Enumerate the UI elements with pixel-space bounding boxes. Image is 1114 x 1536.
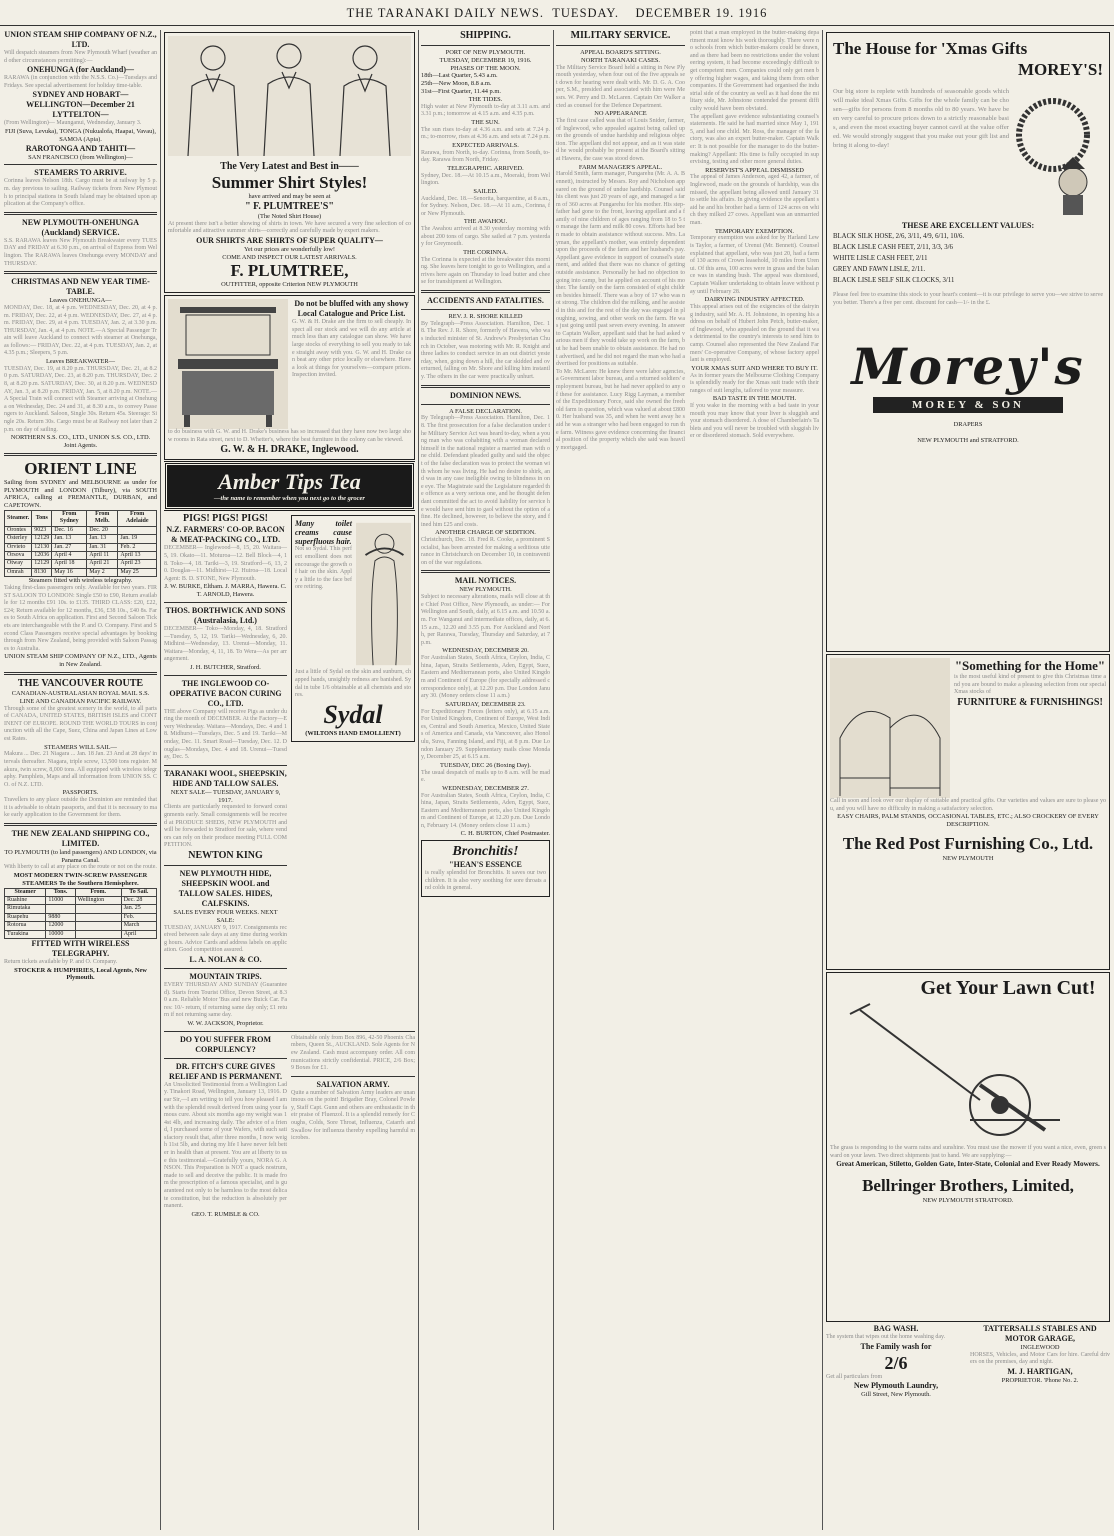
nz-sailings-table (4, 888, 157, 939)
laundry-address: Gill Street, New Plymouth. (861, 1391, 931, 1399)
shirt-sub: have arrived and may be seen at (248, 193, 331, 200)
ussco-line: SAN FRANCISCO (from Wellington)— (28, 153, 133, 161)
table-header: Steamer (5, 888, 46, 896)
filler-text: The Awahou arrived at 8.30 yesterday morning with about 200 tons of cargo. She sailed at 7 p.m. yesterday for Greymouth. (421, 226, 550, 248)
day: TUESDAY. (552, 6, 619, 20)
table-cell: 9880 (46, 913, 75, 921)
filler-text: Just a little of Sydal on the skin and sunburn, chapped hands, unsightly redness are banished. Sydal in tube 1/6 obtainable at all chemists and stores. (295, 669, 411, 699)
value-item: GREY AND FAWN LISLE, 2/11. (833, 266, 926, 273)
filler-text: (From Wellington)— Maunganui, Wednesday, January 3. (4, 120, 142, 127)
plumtree-name: F. PLUMTREE, (230, 261, 349, 281)
table-cell: 12130 (32, 543, 52, 551)
table-header: From Sydney (52, 510, 87, 526)
bag-wash: BAG WASH. (873, 1324, 919, 1333)
filler-text: Through some of the greatest scenery in the world, to all parts of CANADA, UNITED STATES, BRITISH ISLES and CONTINENT OF EUROPE. ROUND THE WORLD TOURS in conjunction with all the Cape, Suez, China and Japan Lines at Lowest Rates. (4, 705, 157, 742)
table-header: Tons. (46, 888, 75, 896)
filler-text: MONDAY, Dec. 18, at 4 p.m. WEDNESDAY, Dec. 20, at 4 p.m. FRIDAY, Dec. 22, at 4 p.m. WEDNESDAY, Dec. 27, at 4 p.m. FRIDAY, Dec. 29, at 4 p.m. TUESDAY, Jan. 2, at 3.30 p.m. THURSDAY, Jan. 4, at 4 p.m. NOTE.—A Special Passenger Train will leave Auckland to connect with steamer at Onehunga, as follows:— FRIDAY, Dec. 22, at 4 p.m. TUESDAY, Jan. 2, at 4.35 p.m.; Sleepers, 5 p.m. (4, 304, 157, 357)
wicker-chairs-illustration (830, 658, 950, 798)
appeal-heading: APPEAL BOARD'S SITTING. (580, 49, 661, 56)
nz-twin-screw: MOST MODERN TWIN-SCREW PASSENGER STEAMERS To the Southern Hemisphere. (13, 872, 148, 887)
wash-price: 2/6 (884, 1352, 908, 1373)
date: DECEMBER 19. 1916 (635, 6, 768, 20)
table-cell (75, 913, 121, 921)
filler-text: To Mr. McLaren: He knew there were labor agencies, a Government labor bureau, and a returned soldiers' employment bureau, but he had never applied to any of these for assistance. Lucy Rigg Layman, a member of the Expeditionary Force, said she owned the freehold farm in question, which was valued at about £8000. Her husband was 35, and when he went away he said he was a stranger who had been engaged to run the farm. Witness gave evidence concerning the financial position of the property which she said was heavily mortgaged. (556, 368, 685, 451)
table-row (5, 930, 157, 938)
taranaki-wool-title: TARANAKI WOOL, SHEEPSKIN, HIDE AND TALLOW SALES. (164, 768, 287, 788)
plumtree-ad (164, 32, 415, 293)
ussco-line: LYTTELTON— (52, 110, 109, 120)
table-cell: Dec. 16 (52, 526, 87, 534)
postmaster: C. H. BURTON, Chief Postmaster. (460, 830, 550, 838)
mail-day: TUESDAY, DEC 26 (Boxing Day). (440, 761, 531, 769)
sales-every: SALES EVERY FOUR WEEKS. NEXT SALE: (173, 909, 278, 924)
table-header: Steamer. (5, 510, 32, 526)
filler-text: Will despatch steamers from New Plymouth Wharf (weather and other circumstances permitting):— (4, 50, 157, 64)
filler-text: The usual despatch of mails up to 8 a.m. will be made. (421, 769, 550, 784)
table-row (5, 922, 157, 930)
table-cell: Osterley (5, 535, 32, 543)
ussco-title: UNION STEAM SHIP COMPANY OF N.Z., LTD. (4, 30, 157, 49)
jackson-proprietor: W. W. JACKSON, Proprietor. (187, 1019, 264, 1027)
reservist-heading: RESERVIST'S APPEAL DISMISSED (705, 166, 804, 174)
port-heading: PORT OF NEW PLYMOUTH. (445, 49, 526, 56)
filler-text: Subject to necessary alterations, mails will close at the Chief Post Office, New Plymouth, as under:— For Wellington and South, daily, at 6.15 a.m. and 10.50 a.m. For Wanganui and intermediate offices, daily, at 6.15 a.m., 12.20 and 3.55 p.m. For Auckland and North, per Rarawa, Tuesday, Thursday and Saturday, at 7 p.m. (421, 594, 550, 646)
table-cell: April 18 (52, 560, 87, 568)
shirt-title-2: Summer Shirt Styles! (211, 173, 368, 192)
filler-text: Harold Smith, farm manager, Pungarehu (Mr. A. A. Bennett), instructed by Messrs. Roy and Nicholson appeared on the ground of undue hardship. Counsel said his client was just 20 years of age, and managed a farm of 360 acres at Pungarehu for his mother. His step-father had gone to the front, leaving appellant and a family of nine children of ages ranging from 18 to 5 to manage the farm and milk 80 cows. Efforts had been made to obtain assistance without success. Mrs. Layman, the appellant's mother, was entirely dependent upon the proceeds of the farm and her husband's pay. Appellant gave evidence in support of counsel's statement, and added that there was no chance of getting outside assistance. Personally he had no objection to going into camp, but he applied on account of his mother. The family on the farm consisted of eight children besides himself. There was a boy of 17 who was not strong. The children did the milking, and he assisted in this and for the rest of the day was engaged in ploughing, sowing, and other work on the farm. He was just going until past seven every evening. In answer to Captain Walker, appellant said that he had asked various men if they would take up work on the farm, but he had been unable to obtain assistance. He had not advertised, and he did not regard the man who had advertised for positions as suitable. (556, 171, 685, 368)
column-right-ads (826, 30, 1110, 1530)
awahou-heading: THE AWAHOU. (463, 218, 508, 226)
hartigan-prop: PROPRIETOR. 'Phone No. 2. (1001, 1376, 1079, 1384)
moon-line: 31st—First Quarter, 11.44 p.m. (421, 87, 501, 95)
filler-text: An Unsolicited Testimonial from a Wellington Lady. Tinakori Road, Wellington, January 13, 1916. Dear Sir,—I am writing to tell you how pleased I am with the splendid result derived from using your famous cure. About six months ago my weight was 14st 4lb, and increasing daily. The advice of a friend, I purchased some of your Wafers, with such satisfactory result that, after three months, I now weigh 11st 5lb, and during my life I have never felt better in health than at present. You are at liberty to use this testimonial.—Gratefully yours, NORA G. ANSON. This Preparation is NOT a quack nostrum, made to sell and deceive the public. It is made from the prescription of a famous specialist, and is guaranteed not only to be harmless to the most delicate constitution, but the reduction is absolutely permanent. (164, 1081, 287, 1210)
tattersalls: TATTERSALLS STABLES AND MOTOR GARAGE, (983, 1324, 1097, 1343)
paper-name: THE TARANAKI DAILY NEWS. (346, 6, 545, 20)
mail-city: NEW PLYMOUTH. (459, 586, 512, 594)
easy-chairs: EASY CHAIRS, PALM STANDS, OCCASIONAL TABLES, ETC.; ALSO CROCKERY OF EVERY DESCRIPTION. (837, 813, 1099, 828)
table-cell: Rimutaka (5, 905, 46, 913)
filler-text: Quite a number of Salvation Army leaders are unanimous on the point! Brigadier Bray, Colonel Powley, Staff Capt. Gunn and others are enthusiastic in their praise of Fluenzol. It is a splendid remedy for Coughs, Colds, Sore Throat, Influenza, Catarrh and Swallow for influenza thereby expelling harmful microbes. (291, 1089, 415, 1142)
dairying-heading: DAIRYING INDUSTRY AFFECTED. (704, 296, 805, 304)
table-cell: 9023 (32, 526, 52, 534)
sedition-heading: ANOTHER CHARGE OF SEDITION. (435, 529, 536, 537)
column-rule (822, 30, 823, 1530)
table-cell: Feb. (121, 913, 156, 921)
orient-sub: Sailing from SYDNEY and MELBOURNE as under for PLYMOUTH and LONDON (Tilbury), via SOUTH AFRICA, calling at FREMANTLE, DURBAN, and CAPETOWN. (4, 478, 157, 510)
filler-text: Temporary exemption was asked for by Harland Lewis Taylor, a farmer, of Urenui (Mr. Bennett). Counsel explained that appellant, who was just 20, had a farm of 130 acres of Crown leasehold, 10 miles from Urenui. Of this area, 100 acres were in grass and the balance was in standing bush. The appeal was dismissed, Captain Walker undertaking to obtain leave without pay until February 28. (690, 235, 819, 295)
filler-text: HORSES, Vehicles, and Motor Cars for hire. Careful drivers on the premises, day and night. (970, 1351, 1110, 1366)
nz-shipping-sub: TO PLYMOUTH (to land passengers) AND LONDON, via Panama Canal. (4, 848, 157, 864)
filler-text: The appeal of James Anderson, aged 42, a farmer, of Inglewood, made on the grounds of hardship, was dismissed, the appellant being allowed until January 31 to settle his affairs. In giving evidence the appellant said he and his brother had a farm of 124 acres on which they milked 27 cows. Appellant was an unmarried man. (690, 174, 819, 227)
table-cell: May 2 (87, 568, 118, 576)
table-cell: Jan. 13 (87, 535, 118, 543)
shirt-quality: OUR SHIRTS ARE SHIRTS OF SUPER QUALITY— (196, 235, 383, 245)
table-cell: 12000 (46, 922, 75, 930)
rev-heading: REV. J. R. SHORE KILLED (448, 313, 523, 321)
column-military-service (556, 30, 819, 1530)
morey-logo: Morey's (851, 337, 1085, 397)
sydal-hook: Many toilet creams cause superfluous hair. (295, 519, 352, 547)
filler-text: High water at New Plymouth to-day at 3.11 a.m. and 3.31 p.m.; tomorrow at 4.15 a.m. and 4.35 p.m. (421, 103, 550, 118)
filler-text: DECEMBER— Toko—Monday, 4, 18. Stratford—Tuesday, 5, 12, 19. Tariki—Wednesday, 6, 20. Midhirst—Wednesday, 13. Urenui—Monday, 11. Waitara—Monday, 4, 11, 18. To Wera—As per arrangement. (164, 625, 287, 663)
military-heading: MILITARY SERVICE. (570, 30, 671, 41)
laundry-name: New Plymouth Laundry, (853, 1381, 939, 1391)
table-header: From Adelaide (118, 510, 157, 526)
passports: PASSPORTS. (62, 789, 99, 797)
leaves-breakwater: Leaves BREAKWATER— (45, 358, 116, 366)
filler-text: The appellant gave evidence substantiating counsel's statements. He said he had married since May 1, 1915, and had one child. Mr. Ross, the manager of the factory, was also an expert butter-maker. Captain Walker: It is not possible for the manager to do the butter-making? Appellant: His time is fully occupied in supervising, testing and other more general duties. (690, 113, 819, 166)
three-men-shirts-illustration (168, 36, 411, 156)
filler-text: Obtainable only from Box 896, 42-50 Phoenix Chambers, Queen St., AUCKLAND. Sole Agents for New Zealand. Cash must accompany order. All communications strictly confidential. PRICE, 2/6 Box; 9 Boxes for £1. (291, 1034, 415, 1072)
table-cell: 12129 (32, 560, 52, 568)
telegraphic-heading: TELEGRAPHIC. ARRIVED. (447, 164, 524, 172)
filler-text: Get all particulars from (826, 1373, 883, 1380)
table-cell: 12129 (32, 535, 52, 543)
moon-line: 25th—New Moon, 8.8 a.m. (421, 80, 492, 88)
filler-text: Travellers to any place outside the Dominion are reminded that it is advisable to obtain passports, and that it is necessary to make early application to the Government for them. (4, 797, 157, 819)
filler-text: For Australian States, South Africa, Ceylon, India, China, Japan, Straits Settlements, Aden, Egypt, Suez, Eastern and Mediterranean ports, also United Kingdom and Continent of Europe, at 12.20 p.m. Due London, February 14. (Money orders close 11 a.m.) (421, 792, 550, 829)
red-post-headline: "Something for the Home" (954, 658, 1106, 673)
sydal-sub: (WILTONS HAND EMOLLIENT) (305, 729, 401, 737)
tides-heading: THE TIDES. (468, 95, 503, 103)
value-item: BLACK LISLE CASH FEET, 2/11, 3/3, 3/6 (833, 244, 953, 251)
table-cell: Orvieto (5, 543, 32, 551)
corpulency-heading: DO YOU SUFFER FROM CORPULENCY? (179, 1034, 272, 1054)
table-cell: Ruapehu (5, 913, 46, 921)
filler-text: THE above Company will receive Pigs as under during the month of DECEMBER. At the Factory—Every Wednesday. Waitara—Mondays, Dec. 4 and 18. Midhurst—Tuesdays, Dec. 5 and 19. Tariki—Monday, Dec. 11. Smart Road—Tuesday, Dec. 12. Douglas—Mondays, Dec. 4 and 18. Urenui—Tuesday, Dec. 5. (164, 708, 287, 761)
mountain-trips: MOUNTAIN TRIPS. (189, 971, 262, 981)
column-display-ads (164, 30, 415, 1530)
orient-line-title: ORIENT LINE (24, 458, 137, 478)
table-cell: Feb. 2 (118, 543, 157, 551)
false-dec-heading: A FALSE DECLARATION. (449, 407, 522, 415)
column-rule (418, 30, 419, 1530)
filler-text: Return tickets available by P. and O. Company. (4, 959, 118, 966)
bellringer-name: Bellringer Brothers, Limited, (862, 1176, 1074, 1196)
filler-text: The system that wipes out the home washing day. (826, 1334, 946, 1340)
joint-agents: NORTHERN S.S. CO., LTD., UNION S.S. CO., LTD. Joint Agents. (10, 434, 151, 449)
filler-text: TUESDAY, JANUARY 9, 1917. Consignments received between sale days at any time during working hours. Advice Cards and address labels on application. Good competition assured. (164, 924, 287, 954)
table-row (5, 560, 157, 568)
filler-text: If you wake in the morning with a bad taste in your mouth you may know that your liver is sluggish and your stomach disordered. A dose of Chamberlain's Tablets and you will never be troubled with sluggish liver or disordered stomach. Sold everywhere. (690, 403, 819, 440)
ussco-line: RAROTONGA AND TAHITI— (25, 143, 136, 153)
hartigan-name: M. J. HARTIGAN, (1007, 1366, 1073, 1376)
table-row (5, 552, 157, 560)
red-post-name: The Red Post Furnishing Co., Ltd. (842, 833, 1094, 853)
lawnmower-illustration (830, 1000, 1100, 1140)
salvation-army: SALVATION ARMY. (316, 1079, 390, 1089)
north-heading: NORTH TARANAKI CASES. (580, 56, 661, 64)
table-header: From Melb. (87, 510, 118, 526)
red-post-town: NEW PLYMOUTH (942, 854, 994, 862)
bellringer-ad (826, 972, 1110, 1322)
inglewood-bacon-title: THE INGLEWOOD CO-OPERATIVE BACON CURING CO., LTD. (169, 678, 282, 708)
nz-shipping-title: THE NEW ZEALAND SHIPPING CO., LIMITED. (11, 828, 150, 848)
orient-wireless: Steamers fitted with wireless telegraphy. (28, 577, 133, 585)
table-cell: April 4 (52, 552, 87, 560)
filler-text: to do business with G. W. and H. Drake's business has so increased that they have now two large show rooms in Rata street, next to D. Whetter's, where the best furniture in the colony can be viewed. (168, 429, 411, 443)
filler-text: Please feel free to examine this stock to your heart's content—it is our privilege to serve you—we strive to serve you better. There's a five per cent. discount for cash—1/- in the £. (833, 292, 1103, 306)
filler-text: DECEMBER— Inglewood—8, 15, 20. Waitara—5, 19. Okato—11. Moturoa—12. Bell Block—4, 18. Toko—4, 18. Tariki—3, 19. Stratford—6, 13, 20. Douglas—11. Midhirst—12. Huiroa—18. Local Agent: B. D. STONE, New Plymouth. (164, 545, 287, 582)
table-cell (75, 922, 121, 930)
pigs-heading: PIGS! PIGS! PIGS! (182, 513, 268, 525)
moon-heading: PHASES OF THE MOON. (450, 64, 521, 72)
mail-heading: MAIL NOTICES. (454, 576, 517, 586)
borthwick-title: THOS. BORTHWICK AND SONS (Australasia, Ltd.) (165, 605, 286, 625)
table-cell: April 21 (87, 560, 118, 568)
filler-text: By Telegraph—Press Association. Hamilton, Dec. 18. The first prosecution for a false declaration under the Military Service Act was heard to-day, when a young man who was cohabiting with a woman declared himself in the national register a married man with one child. Defendant pleaded guilty and said the object of the false declaration was to protect the woman with whom he was living. He had no desire to shirk, and was in any case ineligible owing to blindness in one eye. The Magistrate said the Legislature regarded the offence as a very serious one, and he thought defendant committed the act to avoid liability for service he would have sent him to gaol without the option of a fine. He declined, however, to believe the story, and fined him £25 and costs. (421, 415, 550, 528)
next-sale: NEXT SALE— TUESDAY, JANUARY 9, 1917. (170, 788, 281, 804)
table-cell: Orsova (5, 552, 32, 560)
table-cell: Dec. 28 (121, 897, 156, 905)
filler-text: The sun rises to-day at 4.36 a.m. and sets at 7.24 p.m.; to-morrow, rises at 4.36 a.m. and sets at 7.24 p.m. (421, 126, 550, 141)
filler-text: Makura ... Dec. 21 Niagara ... Jan. 18 Jan. 23 And at 28 days' intervals thereafter. Niagara, triple screw, 13,500 tons register. Makura, twin screw, 8,000 tons. All equipped with wireless telegraphy. Pamphlets, Maps and all information from UNION SS. CO. of N.Z. LTD. (4, 751, 157, 788)
filler-text: TUESDAY, Dec. 19, at 8.20 p.m. THURSDAY, Dec. 21, at 8.20 p.m. SATURDAY, Dec. 23, at 8.20 p.m. THURSDAY, Dec. 28, at 8.20 p.m. SATURDAY, Dec. 30, at 8.20 p.m. WEDNESDAY, Jan. 3, at 8.20 p.m. FRIDAY, Jan. 5, at 8.20 p.m. NOTE.—A Special Train will connect with Steamer arriving at Onehunga on Wednesday, Dec. 24 and 31, at 8.30 a.m., to convey Passengers to Auckland. Saloon, Single 30s. Return 45s. Steerage: Single 20s. Return 30s. Cargo must be at Railway not later than 2 p.m. on day of sailing. (4, 365, 157, 433)
filler-text: is the most useful kind of present to give this Christmas time and you are bound to make a pleasing selection from our special Xmas stocks of (954, 674, 1106, 696)
filler-text: G. W. & H. Drake are the firm to sell cheaply. Inspect all our stock and we will do any article at much less than any catalogue can show. We have large stocks of everything to sell you ready to take straight away with you. G. W. and H. Drake can beat any other price locally or elsewhere. Have a look at things for yourselves—compare prices. Inspection invited. (292, 319, 411, 379)
filler-text: point that a man employed in the butter-making department must know his work thoroughly. There were no schools from which butter-makers could be drawn, and as there had been no restrictions under the volunteering system, it had become exceedingly difficult to get competent men. Companies could only get men by offering higher wages, and taking them from other companies. If the Government had organised the industrial side of the country as well as it had done the military side, Mr. Johnstone contended the present difficulty would have been obviated. (690, 30, 819, 112)
new-plymouth-service: NEW PLYMOUTH-ONEHUNGA (Auckland) SERVICE. (21, 217, 140, 237)
amber-tips-tea-banner (164, 462, 415, 510)
table-cell (118, 526, 157, 534)
table-row (5, 543, 157, 551)
table-cell: Jan. 31 (87, 543, 118, 551)
bronchitis-heading: Bronchitis! (452, 844, 519, 860)
port-date: TUESDAY, DECEMBER 19, 1916. (439, 56, 532, 64)
table-cell: Wellington (75, 897, 121, 905)
table-cell: Jan. 25 (121, 905, 156, 913)
column-rule (160, 30, 161, 1530)
ussco-line: FIJI (Suva, Levuka), TONGA (Nukualofa, Haapai, Vavau), SAMOA (Apia). (4, 127, 157, 143)
filler-text: RARAWA (in conjunction with the N.S.S. Co.)—Tuesdays and Fridays. See special advertisement for holiday time-table. (4, 75, 157, 89)
table-cell: April 13 (118, 552, 157, 560)
table-cell: 11000 (46, 897, 75, 905)
lawn-headline: Get Your Lawn Cut! (920, 977, 1096, 999)
mail-day: WEDNESDAY, DECEMBER 27. (442, 784, 529, 792)
values-heading: THESE ARE EXCELLENT VALUES: (901, 221, 1035, 230)
table-cell: Orontes (5, 526, 32, 534)
filler-text: Clients are particularly requested to forward consignments early. Small consignments will be received at PRODUCE SHEDS, NEW PLYMOUTH and will be forwarded to Stratford for sale, where vendors can rely on their produce meeting FULL COMPETITION. (164, 804, 287, 849)
table-cell: Jan. 13 (52, 535, 87, 543)
furnishings-heading: FURNITURE & FURNISHINGS! (957, 696, 1103, 708)
filler-text: Taking first-class passengers only. Available for two years. FIRST SALOON TO LONDON: Single £50 to £90, Return available for 12 months £91 10s. to £135. THIRD CLASS: £20, £22, £24; Return available for 12 months, £36, £38 10s., £40 8s. Fares to South Africa on application. First and Second Saloon Tickets are interchangeable with the P. and O. Company. First and Second Class Passengers receive special advantages by booking through from New Zealand, being provided with Saloon Passages to Australia. (4, 585, 157, 652)
table-row (5, 526, 157, 534)
family-wash: The Family wash for (860, 1341, 932, 1351)
filler-text: The first case called was that of Louis Snider, farmer, of Inglewood, who appealed against being called up on the grounds of undue hardship and religious objection. The appellant did not appear, and as it was stated he would probably be present at the Board's sitting at Hawera, the case was stood down. (556, 117, 685, 162)
ussco-line: ONEHUNGA (for Auckland)— (27, 65, 134, 75)
sydal-brand: Sydal (323, 699, 383, 729)
nz-farmers-title: N.Z. FARMERS' CO-OP. BACON & MEAT-PACKING CO., LTD. (166, 525, 285, 545)
tattersalls-town: INGLEWOOD (1020, 1344, 1060, 1351)
mail-day: SATURDAY, DECEMBER 23. (445, 700, 526, 708)
sideboard-illustration (168, 299, 288, 429)
table-row (5, 897, 157, 905)
table-row (5, 568, 157, 576)
amber-brand: Amber Tips Tea (218, 469, 361, 495)
table-cell: Dec. 20 (87, 526, 118, 534)
corinna-heading: THE CORINNA. (463, 248, 508, 256)
shirt-shop: " F. PLUMTREE'S" (245, 200, 334, 212)
xmas-timetable: CHRISTMAS AND NEW YEAR TIME-TABLE. (11, 277, 150, 297)
bellringer-towns: NEW PLYMOUTH STRATFORD. (922, 1197, 1014, 1205)
filler-text: At present there isn't a better showing of shirts in town. We have secured a very fine selection of comfortable and attractive summer shirts—correctly and carefully made by expert makers. (168, 220, 411, 235)
nz-agents: STOCKER & HUMPHRIES, Local Agents, New Plymouth. (14, 966, 147, 982)
drapers: DRAPERS (953, 421, 983, 429)
table-cell: Otway (5, 560, 32, 568)
table-cell: Ruahine (5, 897, 46, 905)
expected-heading: EXPECTED ARRIVALS. (452, 141, 519, 149)
table-cell: April 23 (118, 560, 157, 568)
filler-text: For Australian States, South Africa, Ceylon, India, China, Japan, Straits Settlements, Aden, Egypt, Suez, Eastern and Mediterranean ports, also United Kingdom and Continent of Europe (for specially addressed correspondence only), at 12.20 p.m. Due London January 30. (Money orders close 11 a.m.) (421, 655, 550, 700)
table-cell: Jan. 19 (118, 535, 157, 543)
filler-text: Call in soon and look over our display of suitable and practical gifts. Our varieties and values are sure to please you, and you will have no difficulty in making a satisfactory selection. (830, 798, 1106, 812)
shirt-price: Yet our prices are wonderfully low! (243, 245, 336, 253)
value-item: BLACK LISLE SELF SILK CLOCKS, 3/11 (833, 277, 955, 284)
amber-sub: —the name to remember when you next go to the grocer (214, 495, 365, 503)
filler-text: Our big store is replete with hundreds of seasonable goods which will make ideal Xmas Gifts. Gifts for the whole family can be chosen—gifts for persons from 8 months old to 80 years. We have been very careful to procure prices down to a strictly reasonable basis, and even the most exacting buyer cannot cavil at the value offered. We would strongly suggest that you make out your gift list and bring it along to-day! (833, 88, 1009, 149)
filler-text: The Military Service Board held a sitting in New Plymouth yesterday, when four out of the five appeals set down for hearing were dealt with. Mr. D. G. A. Cooper, S.M., presided and associated with him were Messrs. W. Perry and D. McLaren. Captain Orr Walker acted as counsel for the Defence Department. (556, 64, 685, 109)
filler-text: S.S. RARAWA leaves New Plymouth Breakwater every TUESDAY and FRIDAY at 6.30 p.m., on arrival of Express from Wellington. The RARAWA leaves Onehunga every MONDAY and THURSDAY. (4, 237, 157, 267)
table-cell: 10000 (46, 930, 75, 938)
morey-towns: NEW PLYMOUTH and STRATFORD. (917, 436, 1019, 444)
filler-text: The grass is responding to the warm rains and sunshine. You must use the mower if you want a nice, even, green sward on your lawn. Two direct shipments just to hand. We are supplying:— (830, 1145, 1106, 1159)
morey-name: MOREY'S! (1018, 60, 1103, 79)
filler-text: Rarawa, from North, to-day. Corinna, from South, to-day. Rarawa from North, Friday. (421, 149, 550, 164)
leaves-onehunga: Leaves ONEHUNGA— (49, 297, 112, 305)
vancouver-sub: CANADIAN-AUSTRALASIAN ROYAL MAIL S.S. LINE AND CANADIAN PACIFIC RAILWAY. (11, 689, 150, 705)
table-cell: Rotorua (5, 922, 46, 930)
table-row (5, 905, 157, 913)
table-cell: Turakina (5, 930, 46, 938)
column-shipping-ads (4, 30, 157, 1530)
accidents-heading: ACCIDENTS AND FATALITIES. (427, 296, 544, 306)
sun-heading: THE SUN. (471, 118, 500, 126)
filler-text: EVERY THURSDAY AND SUNDAY (Guaranteed). Starts from Tourist Office, Devon Street, at 8.30 a.m. Reliable Motor 'Bus and new Buick Car. Fares: 10/- return, if returning same day only; £1 return if not returning same day. (164, 981, 287, 1019)
filler-text: As in former years the Melbourne Clothing Company is splendidly ready for the Xmas suit trade with their ranges of suit lengths, tailored to your measure. (690, 372, 819, 394)
table-cell: 8130 (32, 568, 52, 576)
table-cell: April (121, 930, 156, 938)
hide-sales-title: NEW PLYMOUTH HIDE, SHEEPSKIN WOOL and TALLOW SALES. HIDES, CALFSKINS. (178, 869, 273, 908)
temp-heading: TEMPORARY EXEMPTION. (715, 227, 794, 235)
column-rule (553, 30, 554, 1530)
table-cell (75, 905, 121, 913)
newton-king: NEWTON KING (188, 850, 263, 861)
table-cell: April 11 (87, 552, 118, 560)
orient-agents: UNION STEAM SHIP COMPANY OF N.Z., LTD., Agents in New Zealand. (4, 653, 157, 669)
filler-text: Not so Sydal. This perfect emollient does not encourage the growth of hair on the skin. Apply a little to the face before retiring. (295, 546, 352, 591)
nolan-name: L. A. NOLAN & CO. (189, 954, 262, 964)
ussco-line: SYDNEY AND HOBART— WELLINGTON—December 21 (26, 90, 135, 110)
rumble-name: GEO. T. RUMBLE & CO. (191, 1210, 260, 1218)
morey-ad (826, 32, 1110, 652)
farm-manager: FARM MANAGER'S APPEAL. (578, 163, 663, 171)
bronchitis-ad (421, 840, 550, 897)
mail-day: WEDNESDAY, DECEMBER 20. (442, 647, 529, 655)
shirt-note: (The Noted Shirt House) (257, 212, 322, 220)
table-header: To Sail. (121, 888, 156, 896)
table-row (5, 535, 157, 543)
table-row (5, 913, 157, 921)
filler-text: Corinna leaves Nelson 18th. Cargo must be at railway by 5 p.m. day previous to sailing. Railway tickets from New Plymouth to principal stations in South Island may be obtained upon application at the Company's office. (4, 178, 157, 208)
borthwick-agent: J. H. BUTCHER, Stratford. (190, 663, 261, 671)
orient-sailings-table (4, 510, 157, 577)
morey-son: MOREY & SON (873, 397, 1063, 413)
table-cell: May 25 (118, 568, 157, 576)
vancouver-title: THE VANCOUVER ROUTE (17, 677, 144, 689)
value-item: WHITE LISLE CASH FEET, 2/11 (833, 255, 928, 262)
santa-wreath-illustration (1013, 87, 1103, 217)
filler-text: Auckland, Dec. 18.—Senorita, barquentine, at 8 a.m., for Sydney. Nelson, Dec. 18.—At 11 a.m., Corinna, for New Plymouth. (421, 195, 550, 217)
filler-text: With liberty to call at any place on the route or not on the route. (4, 864, 157, 871)
sydal-ad (291, 515, 415, 741)
shirt-come: COME AND INSPECT OUR LATEST ARRIVALS. (222, 253, 357, 261)
will-sail: STEAMERS WILL SAIL— (44, 743, 117, 751)
heans-essence: "HEAN'S ESSENCE (449, 860, 522, 870)
xmas-suit-heading: YOUR XMAS SUIT AND WHERE TO BUY IT. (691, 364, 818, 372)
filler-text: This appeal arises out of the exigencies of the dairying industry, said Mr. A. H. Johnstone, in opening his address on behalf of Hubert John Petch, butter-maker, of Inglewood, who appealed on the ground that it was detrimental to the country's interests to send him to camp. Counsel also represented the New Zealand Farmers' Co-operative Company, of whose factory appellant is employed. (690, 303, 819, 364)
plumtree-foot: OUTFITTER, opposite Criterion NEW PLYMOUTH (221, 281, 358, 289)
filler-text: Christchurch, Dec. 18. Fred R. Cooke, a prominent Socialist, has been arrested for making a seditious utterance in Christchurch on December 10, in contravention of the war regulations. (421, 537, 550, 566)
filler-text: is really splendid for Bronchitis. It saves our two children. It is also very soothing for sore throats and colds in general. (425, 870, 546, 892)
table-cell: Omrah (5, 568, 32, 576)
filler-text: For Expeditionary Forces (letters only), at 6.15 a.m. For United Kingdom, Continent of Europe, West Indies, Central and South America, Mexico, United States of America and Canada, via Vancouver, also Honolulu, Suva, Fanning Island, and Fiji, at 8 p.m. Due London January 29. Supplementary mails close Monday, December 25, at 6.15 a.m. (421, 708, 550, 761)
value-item: BLACK SILK HOSE, 2/6, 3/11, 4/9, 6/11, 10/6. (833, 233, 965, 240)
filler-text: By Telegraph—Press Association. Hamilton, Dec. 18. The Rev. J. R. Shore, formerly of Hawera, who was inducted minister of St. Andrew's Presbyterian Church in October, was motoring with Mr. R. Knight and three ladies to conduct service in an out district yesterday, when, going down a hill, the car skidded and overturned, falling on Mr. Shore and killing him instantly. The others in the car were practically unhurt. (421, 320, 550, 380)
sailed-heading: SAILED. (473, 187, 498, 195)
table-cell: May 16 (52, 568, 87, 576)
fitch-heading: DR. FITCH'S CURE GIVES RELIEF AND IS PERMANENT. (169, 1061, 282, 1081)
moon-line: 18th—Last Quarter, 5.43 a.m. (421, 72, 498, 80)
nz-wireless: FITTED WITH WIRELESS TELEGRAPHY. (31, 939, 130, 959)
table-cell (46, 905, 75, 913)
shirt-title: The Very Latest and Best in—— (220, 161, 359, 172)
bad-taste-heading: BAD TASTE IN THE MOUTH. (712, 395, 797, 403)
morey-headline: The House for 'Xmas Gifts (833, 39, 1028, 58)
dominion-heading: DOMINION NEWS. (449, 390, 522, 400)
red-post-ad (826, 654, 1110, 970)
woman-illustration (356, 519, 411, 669)
drake-ad (164, 295, 415, 460)
table-header: From. (75, 888, 121, 896)
drake-name: G. W. & H. DRAKE, Inglewood. (220, 444, 359, 456)
no-appearance: NO APPEARANCE (594, 110, 647, 118)
filler-text: Sydney, Dec. 18.—At 10.15 a.m., Moeraki, from Wellington. (421, 172, 550, 187)
mower-brands: Great American, Stiletto, Golden Gate, Inter-State, Colonial and Ever Ready Mowers. (836, 1160, 1100, 1169)
pig-agents: J. W. BURKE, Eltham. J. MARRA, Hawera. C. T. ARNOLD, Hawera. (164, 583, 287, 599)
table-cell: Jan. 27 (52, 543, 87, 551)
column-shipping-news (421, 30, 550, 1530)
table-cell: March (121, 922, 156, 930)
table-cell: 12036 (32, 552, 52, 560)
drake-headline: Do not be bluffed with any showy Local Catalogue and Price List. (294, 299, 409, 319)
masthead (0, 0, 1114, 26)
arrive-heading: STEAMERS TO ARRIVE. (34, 168, 127, 178)
filler-text: The Corinna is expected at the breakwater this morning. She leaves here tonight to go to Wellington, and arrives here again on Thursday to load butter and cheese for transhipment at Wellington. (421, 256, 550, 286)
table-cell (75, 930, 121, 938)
table-header: Tons (32, 510, 52, 526)
shipping-heading: SHIPPING. (460, 30, 511, 41)
